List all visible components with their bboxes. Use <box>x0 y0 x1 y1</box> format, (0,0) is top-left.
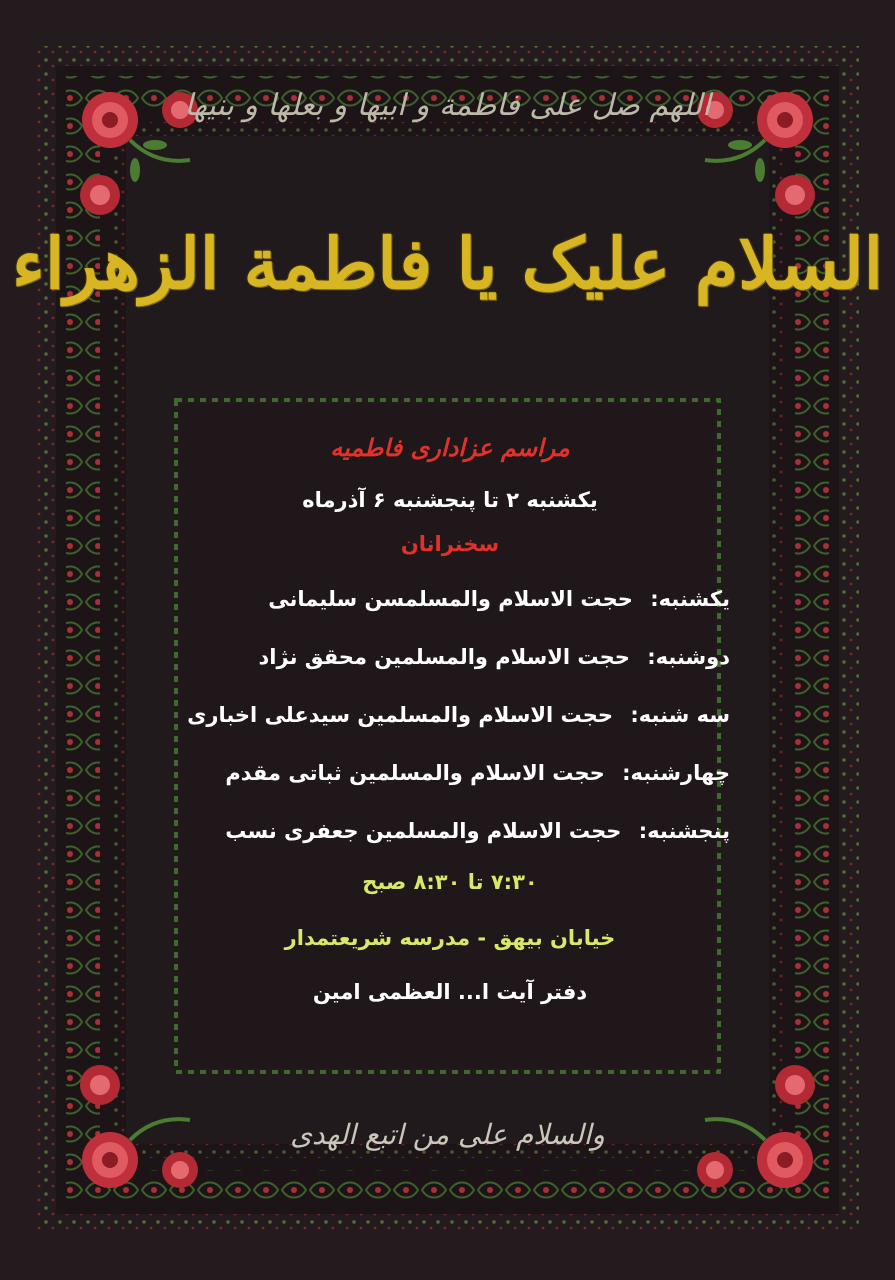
speaker-day: یکشنبه: <box>650 587 730 611</box>
speaker-row-wednesday <box>150 744 730 802</box>
event-subtitle: مراسم عزاداری فاطمیه <box>330 433 570 462</box>
event-address: خیابان بیهق - مدرسه شریعتمدار <box>284 926 616 950</box>
speaker-list <box>150 570 750 860</box>
speaker-day: دوشنبه: <box>647 645 730 669</box>
event-dates: یکشنبه ۲ تا پنجشنبه ۶ آذرماه <box>302 488 598 512</box>
speaker-name: حجت الاسلام والمسلمین سیدعلی اخباری <box>187 703 614 727</box>
speaker-day: چهارشنبه: <box>622 761 730 785</box>
speaker-name: حجت الاسلام والمسلمسن سلیمانی <box>268 587 633 611</box>
event-details <box>150 430 750 1010</box>
footer-calligraphy: والسلام علی من اتبع الهدی <box>290 1118 605 1151</box>
speaker-row-sunday <box>150 570 730 628</box>
speaker-row-thursday <box>150 802 730 860</box>
event-time: ۷:۳۰ تا ۸:۳۰ صبح <box>362 870 538 894</box>
salawat-calligraphy: اللهم صل علی فاطمة و ابیها و بعلها و بنیها <box>184 88 711 123</box>
speaker-row-monday <box>150 628 730 686</box>
speaker-name: حجت الاسلام والمسلمین جعفری نسب <box>225 819 622 843</box>
speaker-row-tuesday <box>150 686 730 744</box>
speaker-day: پنجشنبه: <box>638 819 730 843</box>
main-calligraphy: السلام علیک یا فاطمة الزهراء <box>11 222 884 305</box>
speaker-day: سه شنبه: <box>630 703 730 727</box>
event-host-office: دفتر آیت ا... العظمی امین <box>312 980 588 1004</box>
speaker-name: حجت الاسلام والمسلمین ثباتی مقدم <box>225 761 605 785</box>
speaker-name: حجت الاسلام والمسلمین محقق نژاد <box>258 645 630 669</box>
speakers-heading: سخنرانان <box>400 532 500 556</box>
